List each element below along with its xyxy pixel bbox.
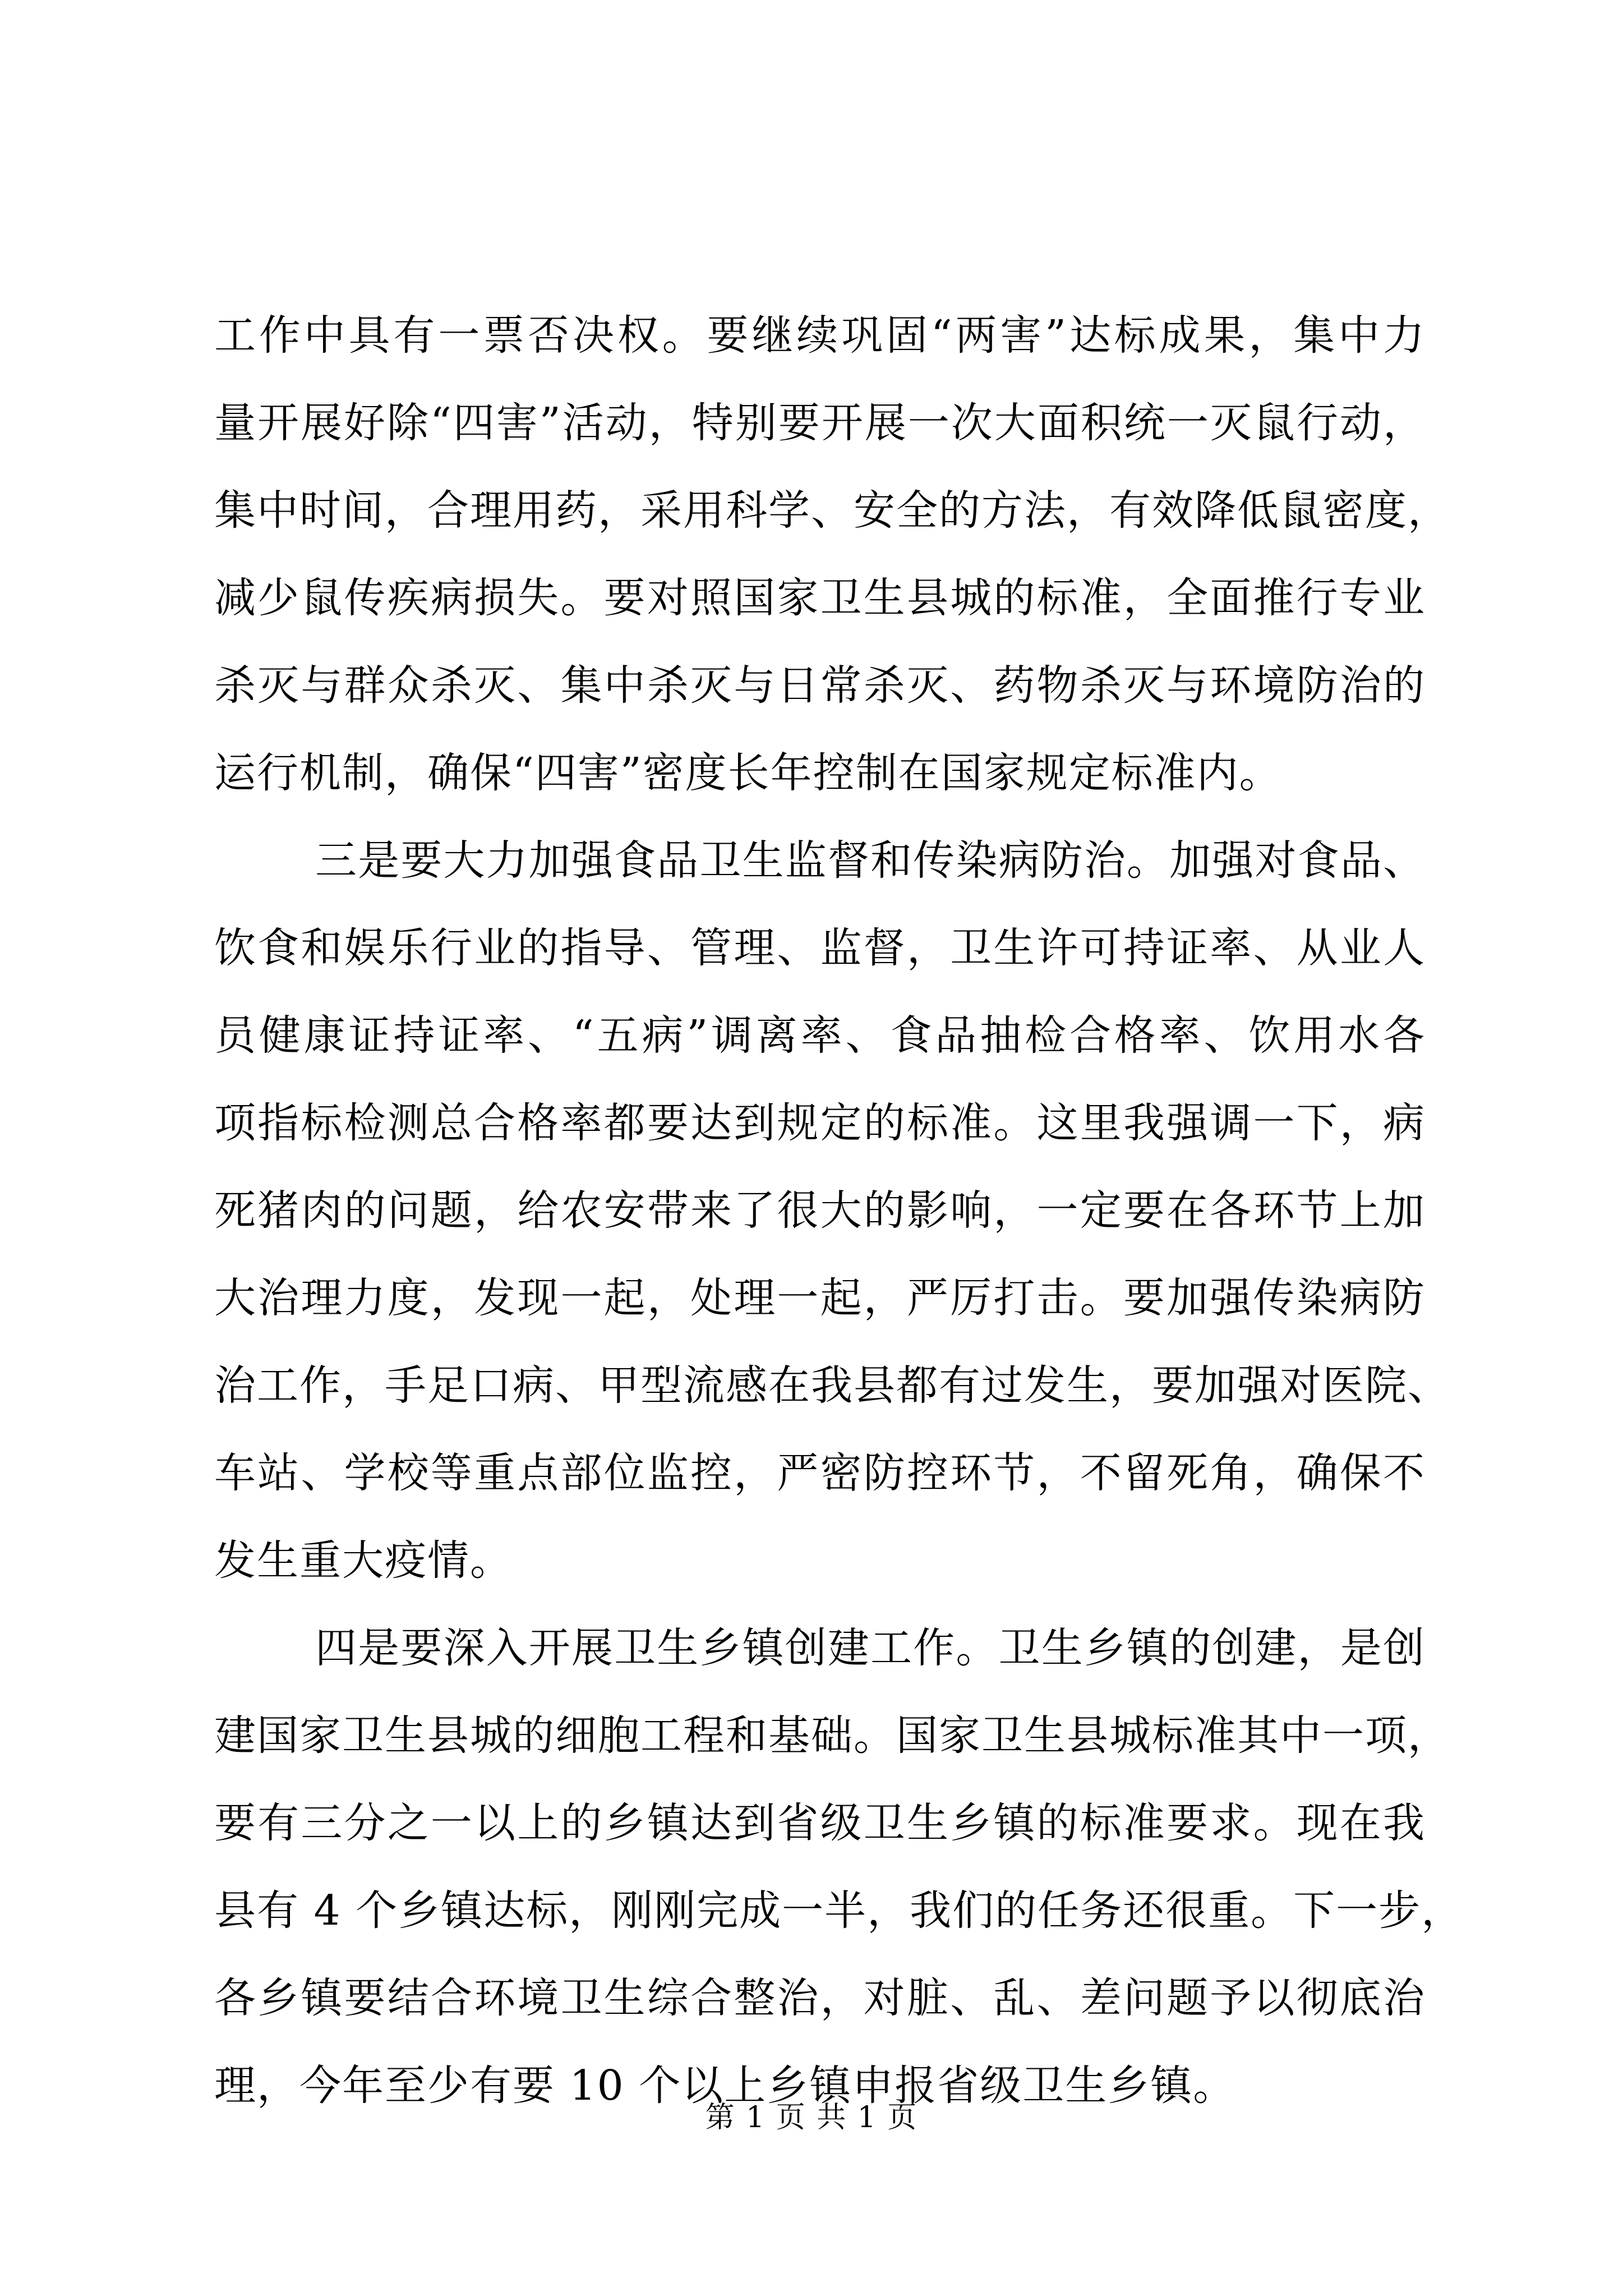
text-line: 大治理力度，发现一起，处理一起，严厉打击。要加强传染病防: [214, 1274, 1426, 1322]
text-line: 车站、学校等重点部位监控，严密防控环节，不留死角，确保不: [214, 1449, 1426, 1497]
text-line: 死猪肉的问题，给农安带来了很大的影响，一定要在各环节上加: [214, 1186, 1426, 1235]
text-line: 项指标检测总合格率都要达到规定的标准。这里我强调一下，病: [214, 1099, 1426, 1147]
paragraph-start-line: 四是要深入开展卫生乡镇创建工作。卫生乡镇的创建，是创: [315, 1624, 1426, 1672]
text-line: 员健康证持证率、“五病”调离率、食品抽检合格率、饮用水各: [214, 1011, 1426, 1060]
text-line: 减少鼠传疾病损失。要对照国家卫生县城的标准，全面推行专业: [214, 574, 1426, 622]
text-line: 工作中具有一票否决权。要继续巩固“两害”达标成果，集中力: [214, 311, 1426, 360]
document-body: [214, 292, 1464, 2129]
text-line: 治工作，手足口病、甲型流感在我县都有过发生，要加强对医院、: [214, 1361, 1450, 1410]
page-number-footer: 第 1 页 共 1 页: [705, 2101, 918, 2134]
text-line: 量开展好除“四害”活动，特别要开展一次大面积统一灭鼠行动，: [214, 399, 1426, 447]
text-line: 饮食和娱乐行业的指导、管理、监督，卫生许可持证率、从业人: [214, 924, 1426, 972]
text-line: 要有三分之一以上的乡镇达到省级卫生乡镇的标准要求。现在我: [214, 1799, 1426, 1847]
text-line: 县有 4 个乡镇达标，刚刚完成一半，我们的任务还很重。下一步，: [214, 1887, 1464, 1935]
text-line: 集中时间，合理用药，采用科学、安全的方法，有效降低鼠密度，: [214, 486, 1450, 535]
text-line: 运行机制，确保“四害”密度长年控制在国家规定标准内。: [214, 749, 1282, 797]
text-line: 理，今年至少有要 10 个以上乡镇申报省级卫生乡镇。: [214, 2062, 1236, 2110]
text-line: 杀灭与群众杀灭、集中杀灭与日常杀灭、药物杀灭与环境防治的: [214, 661, 1426, 710]
text-line: 发生重大疫情。: [214, 1536, 513, 1585]
text-line: 建国家卫生县城的细胞工程和基础。国家卫生县城标准其中一项，: [214, 1711, 1450, 1760]
text-line: 各乡镇要结合环境卫生综合整治，对脏、乱、差问题予以彻底治: [214, 1974, 1426, 2022]
paragraph-start-line: 三是要大力加强食品卫生监督和传染病防治。加强对食品、: [315, 836, 1426, 885]
